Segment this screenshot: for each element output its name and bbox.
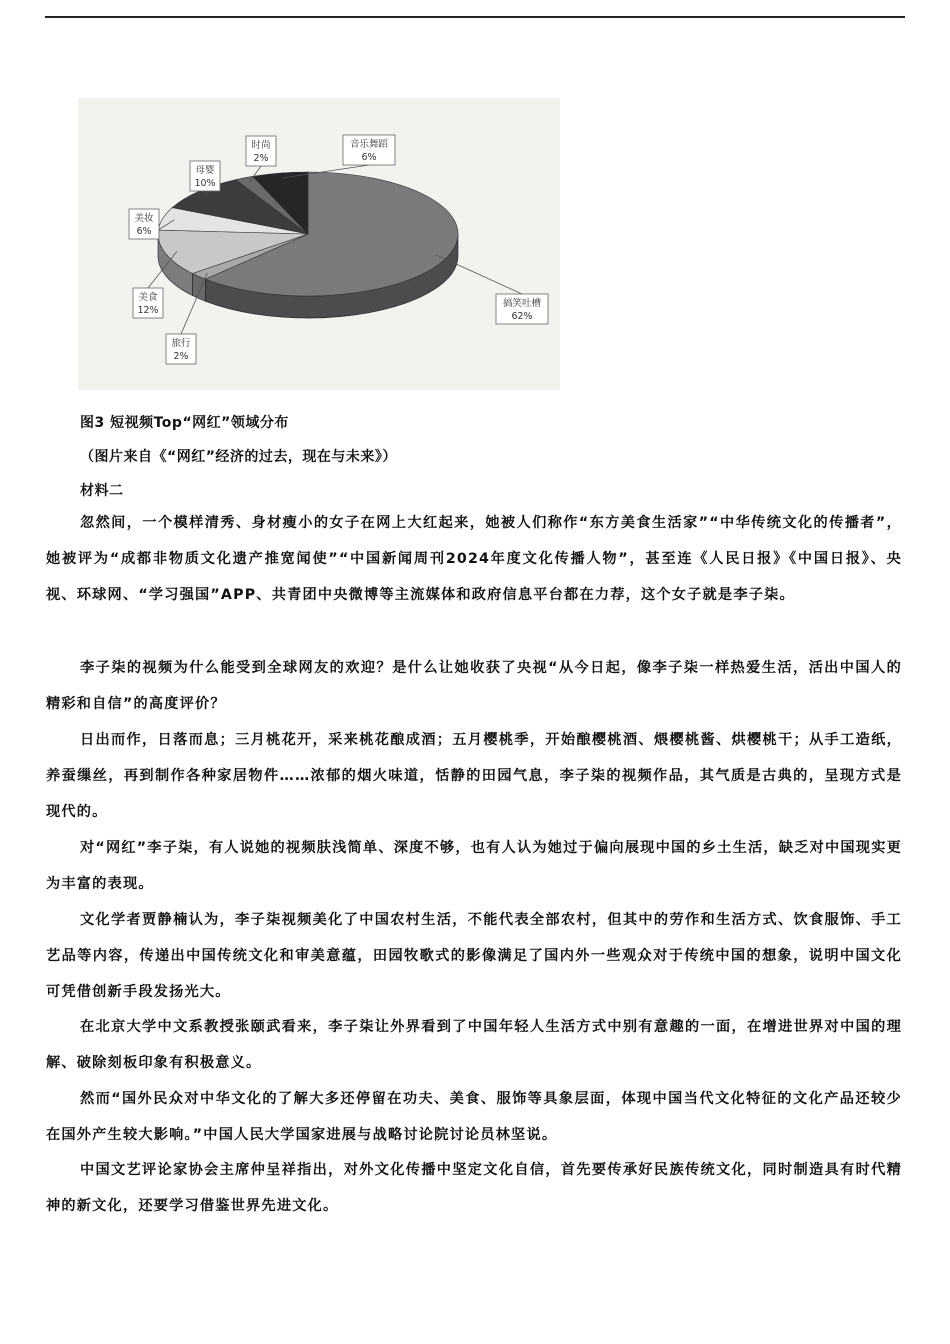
figure-caption: 图3 短视频Top“网红”领域分布 <box>80 415 289 431</box>
slice-percent-5: 10% <box>194 178 216 189</box>
slice-label-2: 旅行 <box>171 338 191 349</box>
paragraph-5: 文化学者贾静楠认为，李子柒视频美化了中国农村生活，不能代表全部农村，但其中的劳作和生活方式、饮食服饰、手工艺品等内容，传递出中国传统文化和审美意蕴，田园牧歌式的影像满足了国内外一些观众对于传统中国的想象，说明中国文化可凭借创新手段发扬光大。 <box>46 912 902 1000</box>
paragraph-7: 然而“国外民众对中华文化的了解大多还停留在功夫、美食、服饰等具象层面，体现中国当代文化特征的文化产品还较少在国外产生较大影响。”中国人民大学国家进展与战略讨论院讨论员林坚说。 <box>46 1091 902 1143</box>
slice-label-5: 母婴 <box>195 165 215 176</box>
section-title: 材料二 <box>80 483 124 499</box>
pie-chart <box>78 98 560 390</box>
paragraph-3: 日出而作，日落而息；三月桃花开，采来桃花酿成酒；五月樱桃季，开始酿樱桃酒、煨樱桃酱、烘樱桃干；从手工造纸，养蚕缫丝，再到制作各种家居物件……浓郁的烟火味道，恬静的田园气息，李子柒的视频作品，其气质是古典的，呈现方式是现代的。 <box>46 732 902 820</box>
paragraph-1: 忽然间，一个模样清秀、身材瘦小的女子在网上大红起来，她被人们称作“东方美食生活家”“中华传统文化的传播者”，她被评为“成都非物质文化遗产推宽闻使”“中国新闻周刊2024年度文化传播人物”，甚至连《人民日报》《中国日报》、央视、环球网、“学习强国”APP、共青团中央微博等主流媒体和政府信息平台都在力荐，这个女子就是李子柒。 <box>46 515 902 603</box>
slice-label-4: 美妆 <box>134 213 154 224</box>
paragraph-6: 在北京大学中文系教授张颐武看来，李子柒让外界看到了中国年轻人生活方式中别有意趣的一面，在增进世界对中国的理解、破除刻板印象有积极意义。 <box>46 1019 902 1071</box>
slice-percent-2: 2% <box>173 351 189 362</box>
slice-percent-7: 6% <box>361 152 377 163</box>
slice-percent-6: 2% <box>253 153 269 164</box>
slice-percent-1: 62% <box>511 311 533 322</box>
paragraph-2: 李子柒的视频为什么能受到全球网友的欢迎？是什么让她收获了央视“从今日起，像李子柒一样热爱生活，活出中国人的精彩和自信”的高度评价？ <box>46 660 902 712</box>
slice-label-1: 搞笑吐槽 <box>502 298 542 309</box>
slice-label-7: 音乐舞蹈 <box>349 139 389 150</box>
slice-label-3: 美食 <box>138 292 158 303</box>
pie-chart-figure <box>78 98 560 390</box>
paragraph-8: 中国文艺评论家协会主席仲呈祥指出，对外文化传播中坚定文化自信，首先要传承好民族传统文化，同时制造具有时代精神的新文化，还要学习借鉴世界先进文化。 <box>46 1162 902 1214</box>
slice-label-6: 时尚 <box>251 140 271 151</box>
paragraph-4: 对“网红”李子柒，有人说她的视频肤浅简单、深度不够，也有人认为她过于偏向展现中国的乡土生活，缺乏对中国现实更为丰富的表现。 <box>46 840 902 892</box>
top-rule <box>45 16 905 18</box>
slice-percent-3: 12% <box>137 305 159 316</box>
slice-percent-4: 6% <box>136 226 152 237</box>
figure-source: （图片来自《“网红”经济的过去，现在与未来》） <box>80 449 397 465</box>
